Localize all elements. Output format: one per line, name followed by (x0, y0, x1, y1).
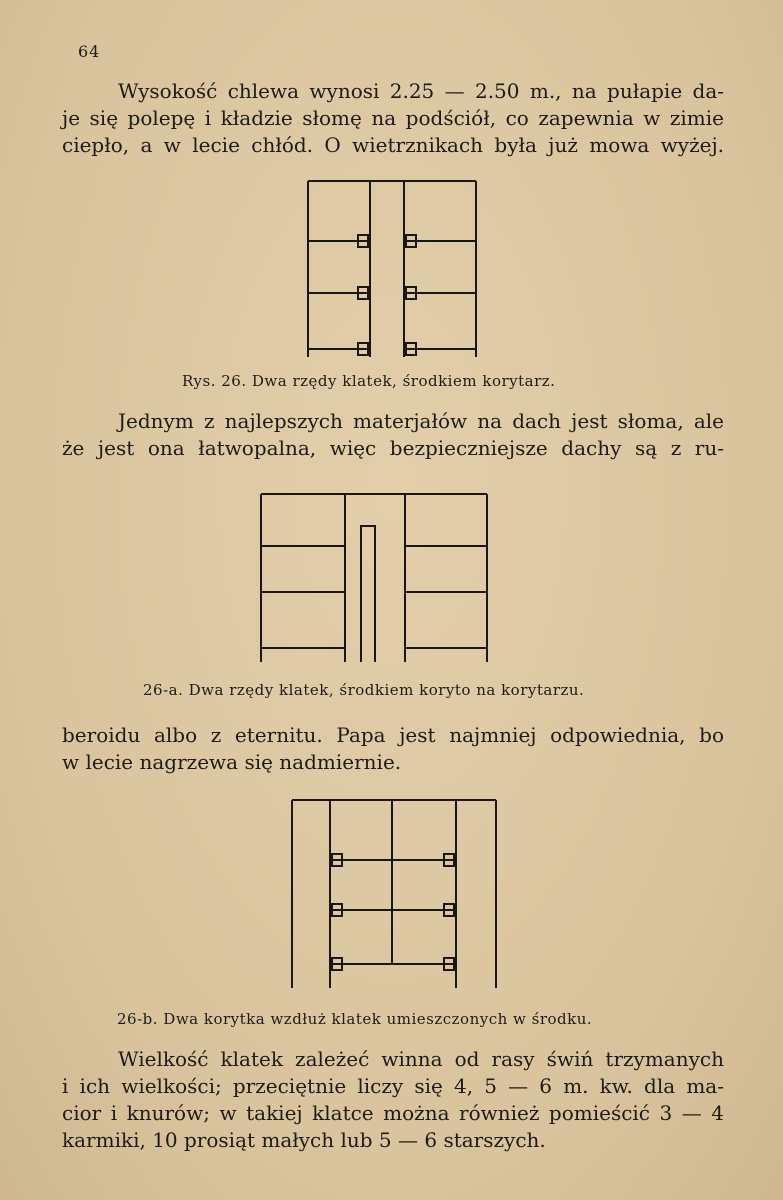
figure-26a-caption: 26-a. Dwa rzędy klatek, środkiem koryto na korytarzu. (143, 681, 585, 699)
paragraph-1-line-1: Wysokość chlewa wynosi 2.25 — 2.50 m., na pułapie da- (118, 79, 724, 103)
paragraph-1 (62, 78, 724, 159)
paragraph-4 (62, 1046, 724, 1154)
paragraph-4-line-4: karmiki, 10 prosiąt małych lub 5 — 6 starszych. (62, 1128, 546, 1152)
paragraph-2-line-2: że jest ona łatwopalna, więc bezpieczniejsze dachy są z ru- (62, 436, 724, 460)
figure-26b-diagram (286, 792, 501, 992)
figure-26-caption: Rys. 26. Dwa rzędy klatek, środkiem korytarz. (182, 372, 556, 390)
paragraph-3-line-1: beroidu albo z eternitu. Papa jest najmniej odpowiednia, bo (62, 723, 724, 747)
paragraph-4-line-1: Wielkość klatek zależeć winna od rasy świń trzymanych (118, 1047, 724, 1071)
figure-26a-diagram (255, 488, 495, 668)
paragraph-2 (62, 408, 724, 462)
page-number: 64 (78, 42, 101, 61)
paragraph-3-line-2: w lecie nagrzewa się nadmiernie. (62, 750, 402, 774)
paragraph-1-line-2: je się polepę i kładzie słomę na podściół, co zapewnia w zimie (62, 106, 724, 130)
paragraph-1-line-3: ciepło, a w lecie chłód. O wietrznikach była już mowa wyżej. (62, 133, 724, 157)
paragraph-3 (62, 722, 724, 776)
paragraph-2-line-1: Jednym z najlepszych materjałów na dach jest słoma, ale (118, 409, 724, 433)
paragraph-4-line-2: i ich wielkości; przeciętnie liczy się 4, 5 — 6 m. kw. dla ma- (62, 1074, 724, 1098)
figure-26b-caption: 26-b. Dwa korytka wzdłuż klatek umieszczonych w środku. (117, 1010, 593, 1028)
paragraph-4-line-3: cior i knurów; w takiej klatce można również pomieścić 3 — 4 (62, 1101, 724, 1125)
figure-26-diagram (300, 175, 485, 365)
